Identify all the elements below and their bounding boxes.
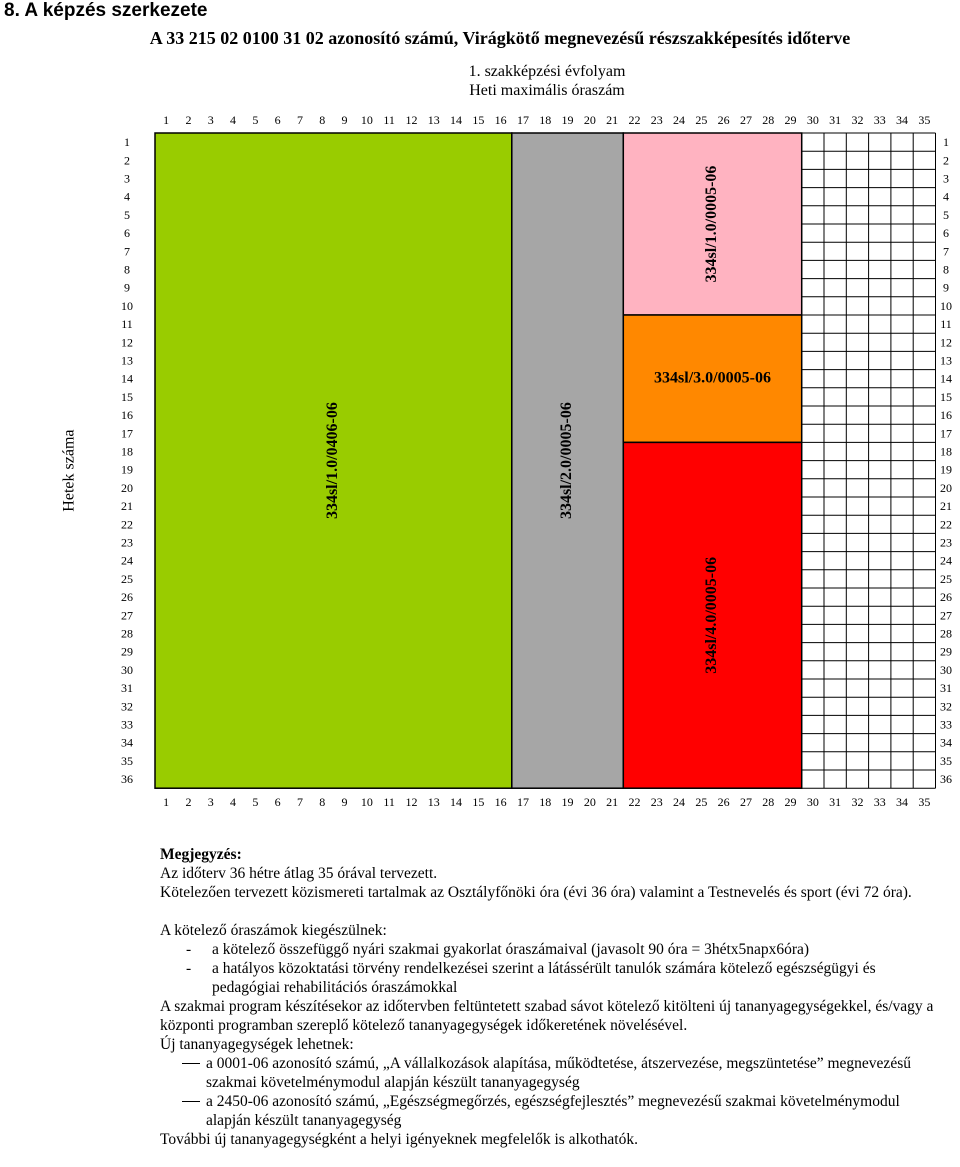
column-number-bottom: 3: [207, 795, 214, 810]
week-number-right: 6: [943, 226, 949, 241]
week-number-right: 16: [940, 408, 952, 423]
column-number-bottom: 16: [494, 795, 507, 810]
column-number-bottom: 23: [650, 795, 663, 810]
column-number-top: 11: [383, 113, 395, 127]
column-number-bottom: 7: [296, 795, 303, 810]
column-number-top: 23: [650, 113, 663, 127]
column-number-bottom: 19: [561, 795, 574, 810]
supplement-intro: A kötelező óraszámok kiegészülnek:: [160, 922, 387, 939]
dash-bullet: -: [186, 960, 192, 977]
week-number-right: 32: [940, 699, 952, 714]
closing-note: További új tananyagegységként a helyi igényeknek megfelelők is alkothatók.: [160, 1131, 638, 1148]
notes-heading: Megjegyzés:: [160, 846, 242, 863]
column-number-top: 2: [185, 113, 192, 127]
column-number-top: 15: [472, 113, 485, 127]
column-number-top: 32: [851, 113, 864, 127]
column-number-top: 4: [230, 113, 237, 127]
supplement-item: [160, 959, 940, 997]
week-number-left: 27: [121, 608, 133, 623]
column-number-top: 33: [873, 113, 886, 127]
week-number-right: 2: [943, 153, 949, 168]
module-label: 334sl/4.0/0005-06: [703, 556, 721, 674]
column-number-bottom: 26: [717, 795, 730, 810]
week-number-right: 30: [940, 662, 952, 677]
week-number-right: 10: [940, 298, 952, 313]
week-number-right: 21: [940, 499, 952, 514]
column-number-bottom: 31: [829, 795, 842, 810]
week-number-left: 30: [121, 662, 133, 677]
week-number-right: 20: [940, 480, 952, 495]
column-number-top: 3: [207, 113, 214, 127]
column-number-bottom: 20: [583, 795, 596, 810]
week-number-left: 13: [121, 353, 133, 368]
column-number-top: 5: [252, 113, 259, 127]
column-number-bottom: 22: [628, 795, 641, 810]
program-note: A szakmai program készítésekor az időtervben feltüntetett szabad sávot kötelező kitölteni új tananyagegységekkel, és/vagy a központi programban szereplő kötelező tananyagegységek időkeretének növelésével.: [160, 998, 934, 1034]
new-units-intro: Új tananyagegységek lehetnek:: [160, 1036, 354, 1053]
column-number-bottom: 32: [851, 795, 864, 810]
column-number-bottom: 14: [450, 795, 463, 810]
column-number-bottom: 17: [516, 795, 529, 810]
week-number-left: 33: [121, 717, 133, 732]
week-number-right: 1: [943, 135, 949, 150]
week-number-left: 11: [121, 317, 133, 332]
week-number-left: 4: [124, 189, 130, 204]
column-number-bottom: 6: [274, 795, 281, 810]
supplement-item-text: a kötelező összefüggő nyári szakmai gyakorlat óraszámaival (javasolt 90 óra = 3hétx5napx6óra): [212, 941, 810, 958]
week-number-left: 17: [121, 426, 133, 441]
week-number-right: 4: [943, 189, 949, 204]
week-number-right: 19: [940, 462, 952, 477]
column-number-top: 14: [450, 113, 463, 127]
line-bullet: [182, 1101, 200, 1102]
plan-title: A 33 215 02 0100 31 02 azonosító számú, Virágkötő megnevezésű részszakképesítés időterve: [149, 28, 851, 48]
column-number-bottom: 21: [606, 795, 619, 810]
week-number-left: 16: [121, 408, 133, 423]
column-number-bottom: 33: [873, 795, 886, 810]
week-number-left: 7: [124, 244, 130, 259]
week-number-left: 12: [121, 335, 133, 350]
week-number-left: 34: [121, 735, 133, 750]
week-number-right: 17: [940, 426, 952, 441]
column-number-top: 25: [695, 113, 708, 127]
column-number-bottom: 15: [472, 795, 485, 810]
week-number-right: 27: [940, 608, 952, 623]
week-number-right: 14: [940, 371, 952, 386]
module-label: 334sl/2.0/0005-06: [558, 402, 576, 520]
column-number-bottom: 18: [539, 795, 552, 810]
supplement-item-text: a hatályos közoktatási törvény rendelkezései szerint a látássérült tanulók számára kötelező egészségügyi és pedagógiai rehabilitációs óraszámokkal: [212, 960, 876, 996]
week-number-right: 35: [940, 753, 952, 768]
week-number-left: 8: [124, 262, 130, 277]
week-number-left: 36: [121, 772, 133, 787]
week-number-right: 22: [940, 517, 952, 532]
column-number-top: 27: [739, 113, 752, 127]
column-number-bottom: 28: [762, 795, 775, 810]
subtitle-hours: Heti maximális óraszám: [469, 82, 625, 99]
week-number-left: 2: [124, 153, 130, 168]
notes-line-2: Kötelezően tervezett közismereti tartalmak az Osztályfőnöki óra (évi 36 óra) valamint a Testnevelés és sport (évi 72 óra).: [160, 884, 912, 901]
week-number-right: 8: [943, 262, 949, 277]
week-number-left: 10: [121, 298, 133, 313]
new-unit-item: [160, 1092, 940, 1130]
column-number-top: 34: [896, 113, 909, 127]
column-number-bottom: 35: [918, 795, 931, 810]
new-unit-text: a 0001-06 azonosító számú, „A vállalkozások alapítása, működtetése, átszervezése, megszüntetése” megnevezésű szakmai követelménymodul alapján készült tananyagegység: [206, 1055, 911, 1091]
week-number-right: 25: [940, 571, 952, 586]
column-number-top: 35: [918, 113, 931, 127]
column-number-top: 26: [717, 113, 730, 127]
week-number-right: 13: [940, 353, 952, 368]
column-number-bottom: 12: [405, 795, 418, 810]
week-number-left: 5: [124, 207, 130, 222]
module-label: 334sl/3.0/0005-06: [654, 369, 771, 387]
column-number-top: 28: [762, 113, 775, 127]
column-number-bottom: 29: [784, 795, 797, 810]
column-number-top: 18: [539, 113, 552, 127]
week-number-right: 26: [940, 590, 952, 605]
module-label: 334sl/1.0/0406-06: [324, 402, 342, 520]
week-number-right: 18: [940, 444, 952, 459]
week-number-left: 9: [124, 280, 130, 295]
column-number-top: 17: [516, 113, 529, 127]
week-number-left: 31: [121, 681, 133, 696]
column-number-top: 24: [673, 113, 686, 127]
week-number-right: 29: [940, 644, 952, 659]
column-number-top: 29: [784, 113, 797, 127]
column-number-top: 6: [274, 113, 281, 127]
dash-bullet: -: [186, 941, 192, 958]
supplement-item: [160, 940, 940, 959]
column-number-bottom: 24: [673, 795, 686, 810]
column-number-top: 31: [829, 113, 842, 127]
week-number-left: 35: [121, 753, 133, 768]
column-number-bottom: 11: [383, 795, 395, 810]
week-number-right: 33: [940, 717, 952, 732]
subtitle-year: 1. szakképzési évfolyam: [468, 63, 626, 80]
week-number-left: 3: [124, 171, 130, 186]
week-number-left: 26: [121, 590, 133, 605]
week-number-right: 9: [943, 280, 949, 295]
week-number-right: 36: [940, 772, 952, 787]
column-number-top: 12: [405, 113, 418, 127]
column-number-top: 30: [806, 113, 819, 127]
week-number-left: 25: [121, 571, 133, 586]
column-number-top: 21: [606, 113, 619, 127]
column-number-top: 20: [583, 113, 596, 127]
week-number-right: 11: [940, 317, 952, 332]
module-label: 334sl/1.0/0005-06: [703, 165, 721, 283]
column-number-bottom: 1: [163, 795, 170, 810]
week-number-right: 3: [943, 171, 949, 186]
week-number-right: 24: [940, 553, 952, 568]
new-unit-item: [160, 1054, 940, 1092]
week-number-left: 14: [121, 371, 133, 386]
week-number-left: 18: [121, 444, 133, 459]
week-number-left: 28: [121, 626, 133, 641]
week-number-left: 29: [121, 644, 133, 659]
y-axis-label: Hetek száma: [60, 429, 78, 512]
week-number-left: 24: [121, 553, 133, 568]
week-number-right: 28: [940, 626, 952, 641]
column-number-top: 13: [427, 113, 440, 127]
new-unit-text: a 2450-06 azonosító számú, „Egészségmegőrzés, egészségfejlesztés” megnevezésű szakmai követelménymodul alapján készült tananyagegység: [206, 1093, 900, 1129]
column-number-bottom: 34: [896, 795, 909, 810]
column-number-bottom: 2: [185, 795, 192, 810]
week-number-left: 19: [121, 462, 133, 477]
week-number-left: 23: [121, 535, 133, 550]
notes-section: [160, 845, 940, 1149]
week-number-left: 6: [124, 226, 130, 241]
week-number-left: 22: [121, 517, 133, 532]
column-number-bottom: 5: [252, 795, 259, 810]
column-number-top: 9: [341, 113, 348, 127]
week-number-right: 23: [940, 535, 952, 550]
week-number-left: 21: [121, 499, 133, 514]
week-number-right: 34: [940, 735, 952, 750]
column-number-top: 10: [360, 113, 373, 127]
column-number-top: 1: [163, 113, 170, 127]
column-number-top: 8: [319, 113, 326, 127]
week-number-right: 5: [943, 207, 949, 222]
column-number-bottom: 30: [806, 795, 819, 810]
notes-line-1: Az időterv 36 hétre átlag 35 órával tervezett.: [160, 865, 438, 882]
week-number-left: 1: [124, 135, 130, 150]
column-number-bottom: 10: [360, 795, 373, 810]
week-number-right: 12: [940, 335, 952, 350]
week-number-right: 15: [940, 389, 952, 404]
column-number-top: 22: [628, 113, 641, 127]
column-number-top: 16: [494, 113, 507, 127]
week-number-left: 20: [121, 480, 133, 495]
week-number-right: 31: [940, 681, 952, 696]
week-number-left: 32: [121, 699, 133, 714]
column-number-top: 7: [296, 113, 303, 127]
column-number-bottom: 9: [341, 795, 348, 810]
section-title: 8. A képzés szerkezete: [4, 0, 208, 21]
column-number-bottom: 27: [739, 795, 752, 810]
line-bullet: [182, 1063, 200, 1064]
week-number-left: 15: [121, 389, 133, 404]
column-number-bottom: 4: [230, 795, 237, 810]
week-number-right: 7: [943, 244, 949, 259]
column-number-bottom: 13: [427, 795, 440, 810]
column-number-bottom: 8: [319, 795, 326, 810]
column-number-top: 19: [561, 113, 574, 127]
column-number-bottom: 25: [695, 795, 708, 810]
